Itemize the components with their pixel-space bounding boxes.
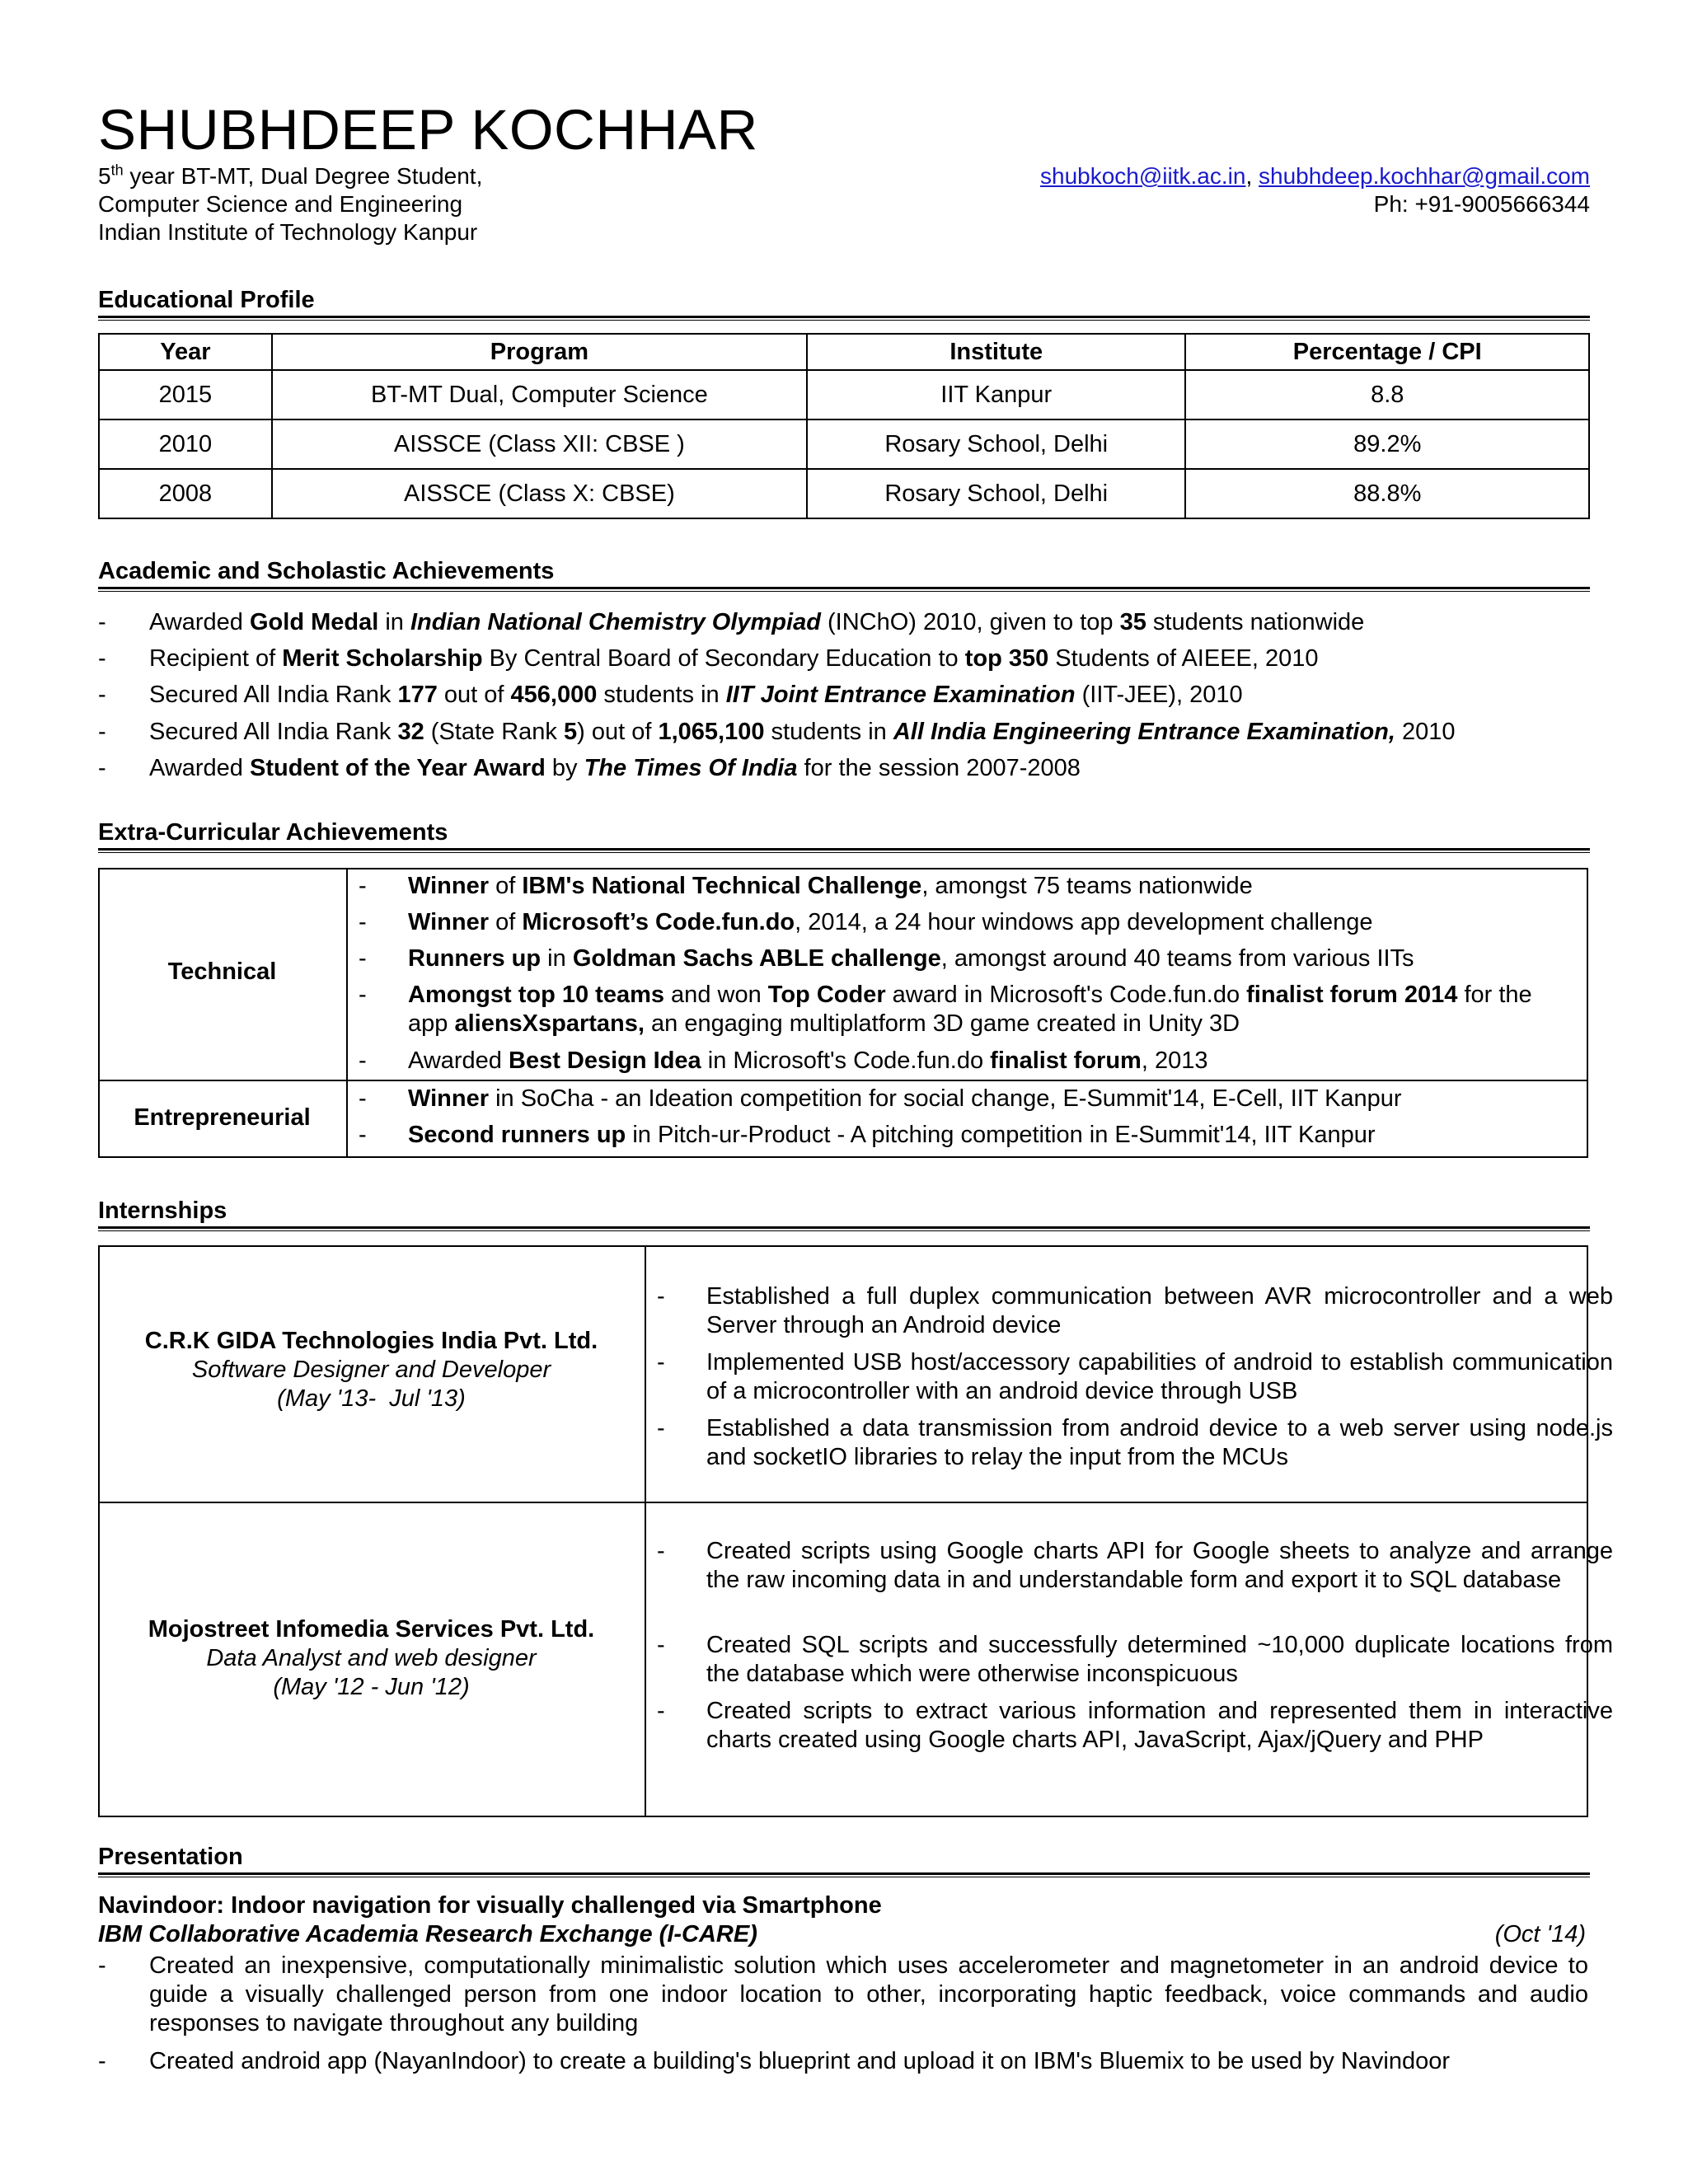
emphasis-text: Amongst top 10 teams bbox=[408, 982, 664, 1008]
emphasis-text: All India Engineering Entrance Examination, bbox=[893, 719, 1395, 745]
plain-text: an engaging multiplatform 3D game created in Unity 3D bbox=[644, 1010, 1240, 1037]
plain-text: in Microsoft's Code.fun.do bbox=[701, 1047, 991, 1074]
list-item-text bbox=[149, 750, 1081, 786]
emphasis-text: finalist forum bbox=[990, 1047, 1142, 1074]
list-item bbox=[98, 750, 1590, 786]
institute-line: Indian Institute of Technology Kanpur bbox=[98, 219, 478, 245]
internships-row-divider bbox=[98, 1502, 1588, 1503]
list-item-text: Created android app (NayanIndoor) to create a building's blueprint and upload it on IBM's Bluemix to be used by Navindoor bbox=[149, 2048, 1451, 2074]
plain-text: , 2014, a 24 hour windows app development challenge bbox=[795, 909, 1373, 935]
emphasis-text: IIT Joint Entrance Examination bbox=[725, 682, 1076, 708]
bullet-dash: - bbox=[359, 945, 367, 972]
emphasis-text: The Times Of India bbox=[584, 755, 798, 781]
plain-text: Awarded bbox=[408, 1047, 509, 1074]
plain-text: in bbox=[541, 945, 573, 972]
emphasis-text: 1,065,100 bbox=[658, 719, 765, 745]
extra-divider bbox=[346, 868, 348, 1158]
extra-row-divider bbox=[98, 1080, 1588, 1081]
plain-text: by bbox=[545, 755, 584, 781]
emphasis-text: aliensXspartans, bbox=[454, 1010, 645, 1037]
plain-text: 2010 bbox=[1395, 719, 1456, 745]
candidate-name: SHUBHDEEP KOCHHAR bbox=[98, 98, 758, 162]
company-name: C.R.K GIDA Technologies India Pvt. Ltd. bbox=[144, 1328, 598, 1354]
section-rule bbox=[98, 1226, 1590, 1231]
plain-text: in Pitch-ur-Product - A pitching competition in E-Summit'14, IIT Kanpur bbox=[626, 1122, 1376, 1148]
plain-text: (State Rank bbox=[424, 719, 564, 745]
presentation-project: Navindoor: Indoor navigation for visually challenged via Smartphone bbox=[98, 1892, 882, 1919]
emphasis-text: Goldman Sachs ABLE challenge bbox=[572, 945, 941, 972]
plain-text: , 2013 bbox=[1141, 1047, 1208, 1074]
education-header-cell: Institute bbox=[807, 334, 1185, 370]
email-link-iitk[interactable]: shubkoch@iitk.ac.in bbox=[1040, 163, 1246, 189]
table-cell: AISSCE (Class X: CBSE) bbox=[272, 469, 807, 518]
list-item-text: Established a data transmission from android device to a web server using node.js and socketIO libraries to relay the input from the MCUs bbox=[706, 1415, 1613, 1470]
list-item bbox=[98, 640, 1590, 677]
internships-divider bbox=[645, 1245, 646, 1817]
section-title-academic: Academic and Scholastic Achievements bbox=[98, 558, 555, 584]
list-item-text: Created an inexpensive, computationally minimalistic solution which uses accelerometer and magnetometer in an android device to guide a visually challenged person from one indoor location to other, incorporating haptic feedback, voice commands and audio responses to navigate throughout any building bbox=[149, 1952, 1588, 2036]
department-line: Computer Science and Engineering bbox=[98, 191, 463, 217]
plain-text: Awarded bbox=[149, 609, 250, 635]
bullet-dash: - bbox=[657, 1632, 665, 1658]
presentation-date: (Oct '14) bbox=[1494, 1921, 1586, 1947]
bullet-dash: - bbox=[98, 719, 106, 745]
list-item-text: Established a full duplex communication between AVR microcontroller and a web Server through an Android device bbox=[706, 1283, 1613, 1338]
table-cell: 2015 bbox=[99, 370, 272, 419]
table-cell: 88.8% bbox=[1185, 469, 1589, 518]
list-item-text bbox=[408, 872, 1570, 901]
table-row bbox=[99, 370, 1589, 419]
year-suffix: th bbox=[110, 162, 124, 179]
plain-text: for the app bbox=[408, 982, 1532, 1037]
emphasis-text: 5 bbox=[563, 719, 578, 745]
section-title-education: Educational Profile bbox=[98, 287, 315, 313]
bullet-dash: - bbox=[98, 682, 106, 708]
bullet-dash: - bbox=[98, 755, 106, 781]
plain-text: out of bbox=[437, 682, 511, 708]
plain-text: in SoCha - an Ideation competition for social change, E-Summit'14, E-Cell, IIT Kanpur bbox=[489, 1085, 1402, 1112]
bullet-dash: - bbox=[98, 2048, 106, 2074]
list-item-text: Implemented USB host/accessory capabilities of android to establish communication of a microcontroller with an android device through USB bbox=[706, 1349, 1613, 1404]
list-item-text bbox=[149, 714, 1456, 750]
presentation-venue: IBM Collaborative Academia Research Exchange (I-CARE) bbox=[98, 1921, 757, 1947]
education-header-cell: Program bbox=[272, 334, 807, 370]
plain-text: (INChO) 2010, given to top bbox=[820, 609, 1120, 635]
education-header-row bbox=[99, 334, 1589, 370]
bullet-dash: - bbox=[359, 909, 367, 935]
plain-text: and won bbox=[664, 982, 768, 1008]
education-header-cell: Year bbox=[99, 334, 272, 370]
table-cell: Rosary School, Delhi bbox=[807, 419, 1185, 469]
plain-text: Students of AIEEE, 2010 bbox=[1048, 645, 1319, 672]
plain-text: ) out of bbox=[577, 719, 659, 745]
bullet-dash: - bbox=[657, 1349, 665, 1376]
table-cell: AISSCE (Class XII: CBSE ) bbox=[272, 419, 807, 469]
emphasis-text: finalist forum 2014 bbox=[1246, 982, 1458, 1008]
bullet-dash: - bbox=[98, 609, 106, 635]
emphasis-text: Best Design Idea bbox=[509, 1047, 701, 1074]
job-role: Software Designer and Developer bbox=[191, 1357, 551, 1383]
list-item-text bbox=[408, 908, 1570, 937]
list-item-text bbox=[408, 1085, 1570, 1113]
list-item-text: Created scripts to extract various information and represented them in interactive charts created using Google charts API, JavaScript, Ajax/jQuery and PHP bbox=[706, 1698, 1613, 1753]
plain-text: students in bbox=[597, 682, 726, 708]
emphasis-text: top 350 bbox=[964, 645, 1049, 672]
plain-text: students in bbox=[764, 719, 893, 745]
emphasis-text: 177 bbox=[397, 682, 438, 708]
phone-number: Ph: +91-9005666344 bbox=[1373, 191, 1590, 217]
emphasis-text: Indian National Chemistry Olympiad bbox=[410, 609, 821, 635]
list-item-text bbox=[149, 677, 1243, 713]
bullet-dash: - bbox=[98, 1952, 106, 1979]
section-title-presentation: Presentation bbox=[98, 1844, 243, 1870]
table-cell: 8.8 bbox=[1185, 370, 1589, 419]
emphasis-text: Runners up bbox=[408, 945, 542, 972]
emphasis-text: Winner bbox=[408, 909, 490, 935]
plain-text: award in Microsoft's Code.fun.do bbox=[885, 982, 1247, 1008]
bullet-dash: - bbox=[359, 1047, 367, 1074]
emphasis-text: 35 bbox=[1119, 609, 1146, 635]
contact-emails bbox=[1040, 162, 1590, 190]
emphasis-text: Winner bbox=[408, 873, 490, 899]
plain-text: , amongst around 40 teams from various IITs bbox=[940, 945, 1414, 972]
bullet-dash: - bbox=[657, 1283, 665, 1310]
list-item-text bbox=[408, 1047, 1570, 1076]
list-item-text bbox=[149, 604, 1364, 640]
bullet-dash: - bbox=[359, 1122, 367, 1148]
bullet-dash: - bbox=[359, 982, 367, 1008]
bullet-dash: - bbox=[657, 1538, 665, 1564]
plain-text: Secured All India Rank bbox=[149, 682, 398, 708]
company-name: Mojostreet Infomedia Services Pvt. Ltd. bbox=[148, 1616, 595, 1643]
plain-text: (IIT-JEE), 2010 bbox=[1075, 682, 1243, 708]
list-item-text bbox=[149, 640, 1319, 677]
list-item-text bbox=[408, 981, 1570, 1038]
emphasis-text: 32 bbox=[397, 719, 424, 745]
bullet-dash: - bbox=[359, 1085, 367, 1112]
emphasis-text: Merit Scholarship bbox=[282, 645, 483, 672]
emphasis-text: Winner bbox=[408, 1085, 490, 1112]
email-link-gmail[interactable]: shubhdeep.kochhar@gmail.com bbox=[1259, 163, 1590, 189]
emphasis-text: Gold Medal bbox=[250, 609, 379, 635]
program-text: year BT-MT, Dual Degree Student, bbox=[123, 163, 483, 189]
plain-text: Awarded bbox=[149, 755, 250, 781]
plain-text: of bbox=[489, 873, 523, 899]
table-row bbox=[99, 469, 1589, 518]
emphasis-text: 456,000 bbox=[510, 682, 598, 708]
section-rule bbox=[98, 848, 1590, 853]
year-number: 5 bbox=[98, 163, 111, 189]
bullet-dash: - bbox=[657, 1698, 665, 1724]
list-item-text: Created SQL scripts and successfully determined ~10,000 duplicate locations from the database which were otherwise inconspicuous bbox=[706, 1632, 1613, 1687]
list-item-text bbox=[408, 944, 1570, 973]
list-item bbox=[98, 714, 1590, 750]
section-title-internships: Internships bbox=[98, 1197, 227, 1224]
emphasis-text: IBM's National Technical Challenge bbox=[522, 873, 922, 899]
education-table bbox=[98, 333, 1590, 519]
table-cell: Rosary School, Delhi bbox=[807, 469, 1185, 518]
job-role: Data Analyst and web designer bbox=[206, 1645, 537, 1671]
section-title-extra: Extra-Curricular Achievements bbox=[98, 819, 448, 846]
plain-text: Secured All India Rank bbox=[149, 719, 398, 745]
emphasis-text: Student of the Year Award bbox=[250, 755, 546, 781]
section-rule bbox=[98, 316, 1590, 321]
plain-text: students nationwide bbox=[1146, 609, 1365, 635]
email-separator: , bbox=[1245, 163, 1253, 189]
bullet-dash: - bbox=[359, 873, 367, 899]
list-item bbox=[98, 677, 1590, 713]
bullet-dash: - bbox=[657, 1415, 665, 1441]
plain-text: for the session 2007-2008 bbox=[797, 755, 1081, 781]
plain-text: By Central Board of Secondary Education to bbox=[482, 645, 965, 672]
emphasis-text: Second runners up bbox=[408, 1122, 626, 1148]
list-item-text bbox=[408, 1121, 1570, 1150]
education-header-cell: Percentage / CPI bbox=[1185, 334, 1589, 370]
table-cell: IIT Kanpur bbox=[807, 370, 1185, 419]
table-row bbox=[99, 419, 1589, 469]
section-rule bbox=[98, 1872, 1590, 1877]
plain-text: of bbox=[489, 909, 523, 935]
job-dates: (May '13- Jul '13) bbox=[277, 1385, 466, 1412]
entrepreneurial-label: Entrepreneurial bbox=[134, 1104, 311, 1131]
table-cell: 2008 bbox=[99, 469, 272, 518]
emphasis-text: Top Coder bbox=[767, 982, 886, 1008]
table-cell: 89.2% bbox=[1185, 419, 1589, 469]
emphasis-text: Microsoft’s Code.fun.do bbox=[522, 909, 795, 935]
program-line bbox=[98, 162, 482, 190]
technical-label: Technical bbox=[167, 958, 277, 985]
job-dates: (May '12 - Jun '12) bbox=[273, 1674, 470, 1700]
table-cell: 2010 bbox=[99, 419, 272, 469]
plain-text: , amongst 75 teams nationwide bbox=[921, 873, 1253, 899]
section-rule bbox=[98, 587, 1590, 592]
plain-text: in bbox=[378, 609, 410, 635]
bullet-dash: - bbox=[98, 645, 106, 672]
list-item-text: Created scripts using Google charts API for Google sheets to analyze and arrange the raw incoming data in and understandable form and export it to SQL database bbox=[706, 1538, 1613, 1593]
plain-text: Recipient of bbox=[149, 645, 283, 672]
list-item bbox=[98, 604, 1590, 640]
table-cell: BT-MT Dual, Computer Science bbox=[272, 370, 807, 419]
